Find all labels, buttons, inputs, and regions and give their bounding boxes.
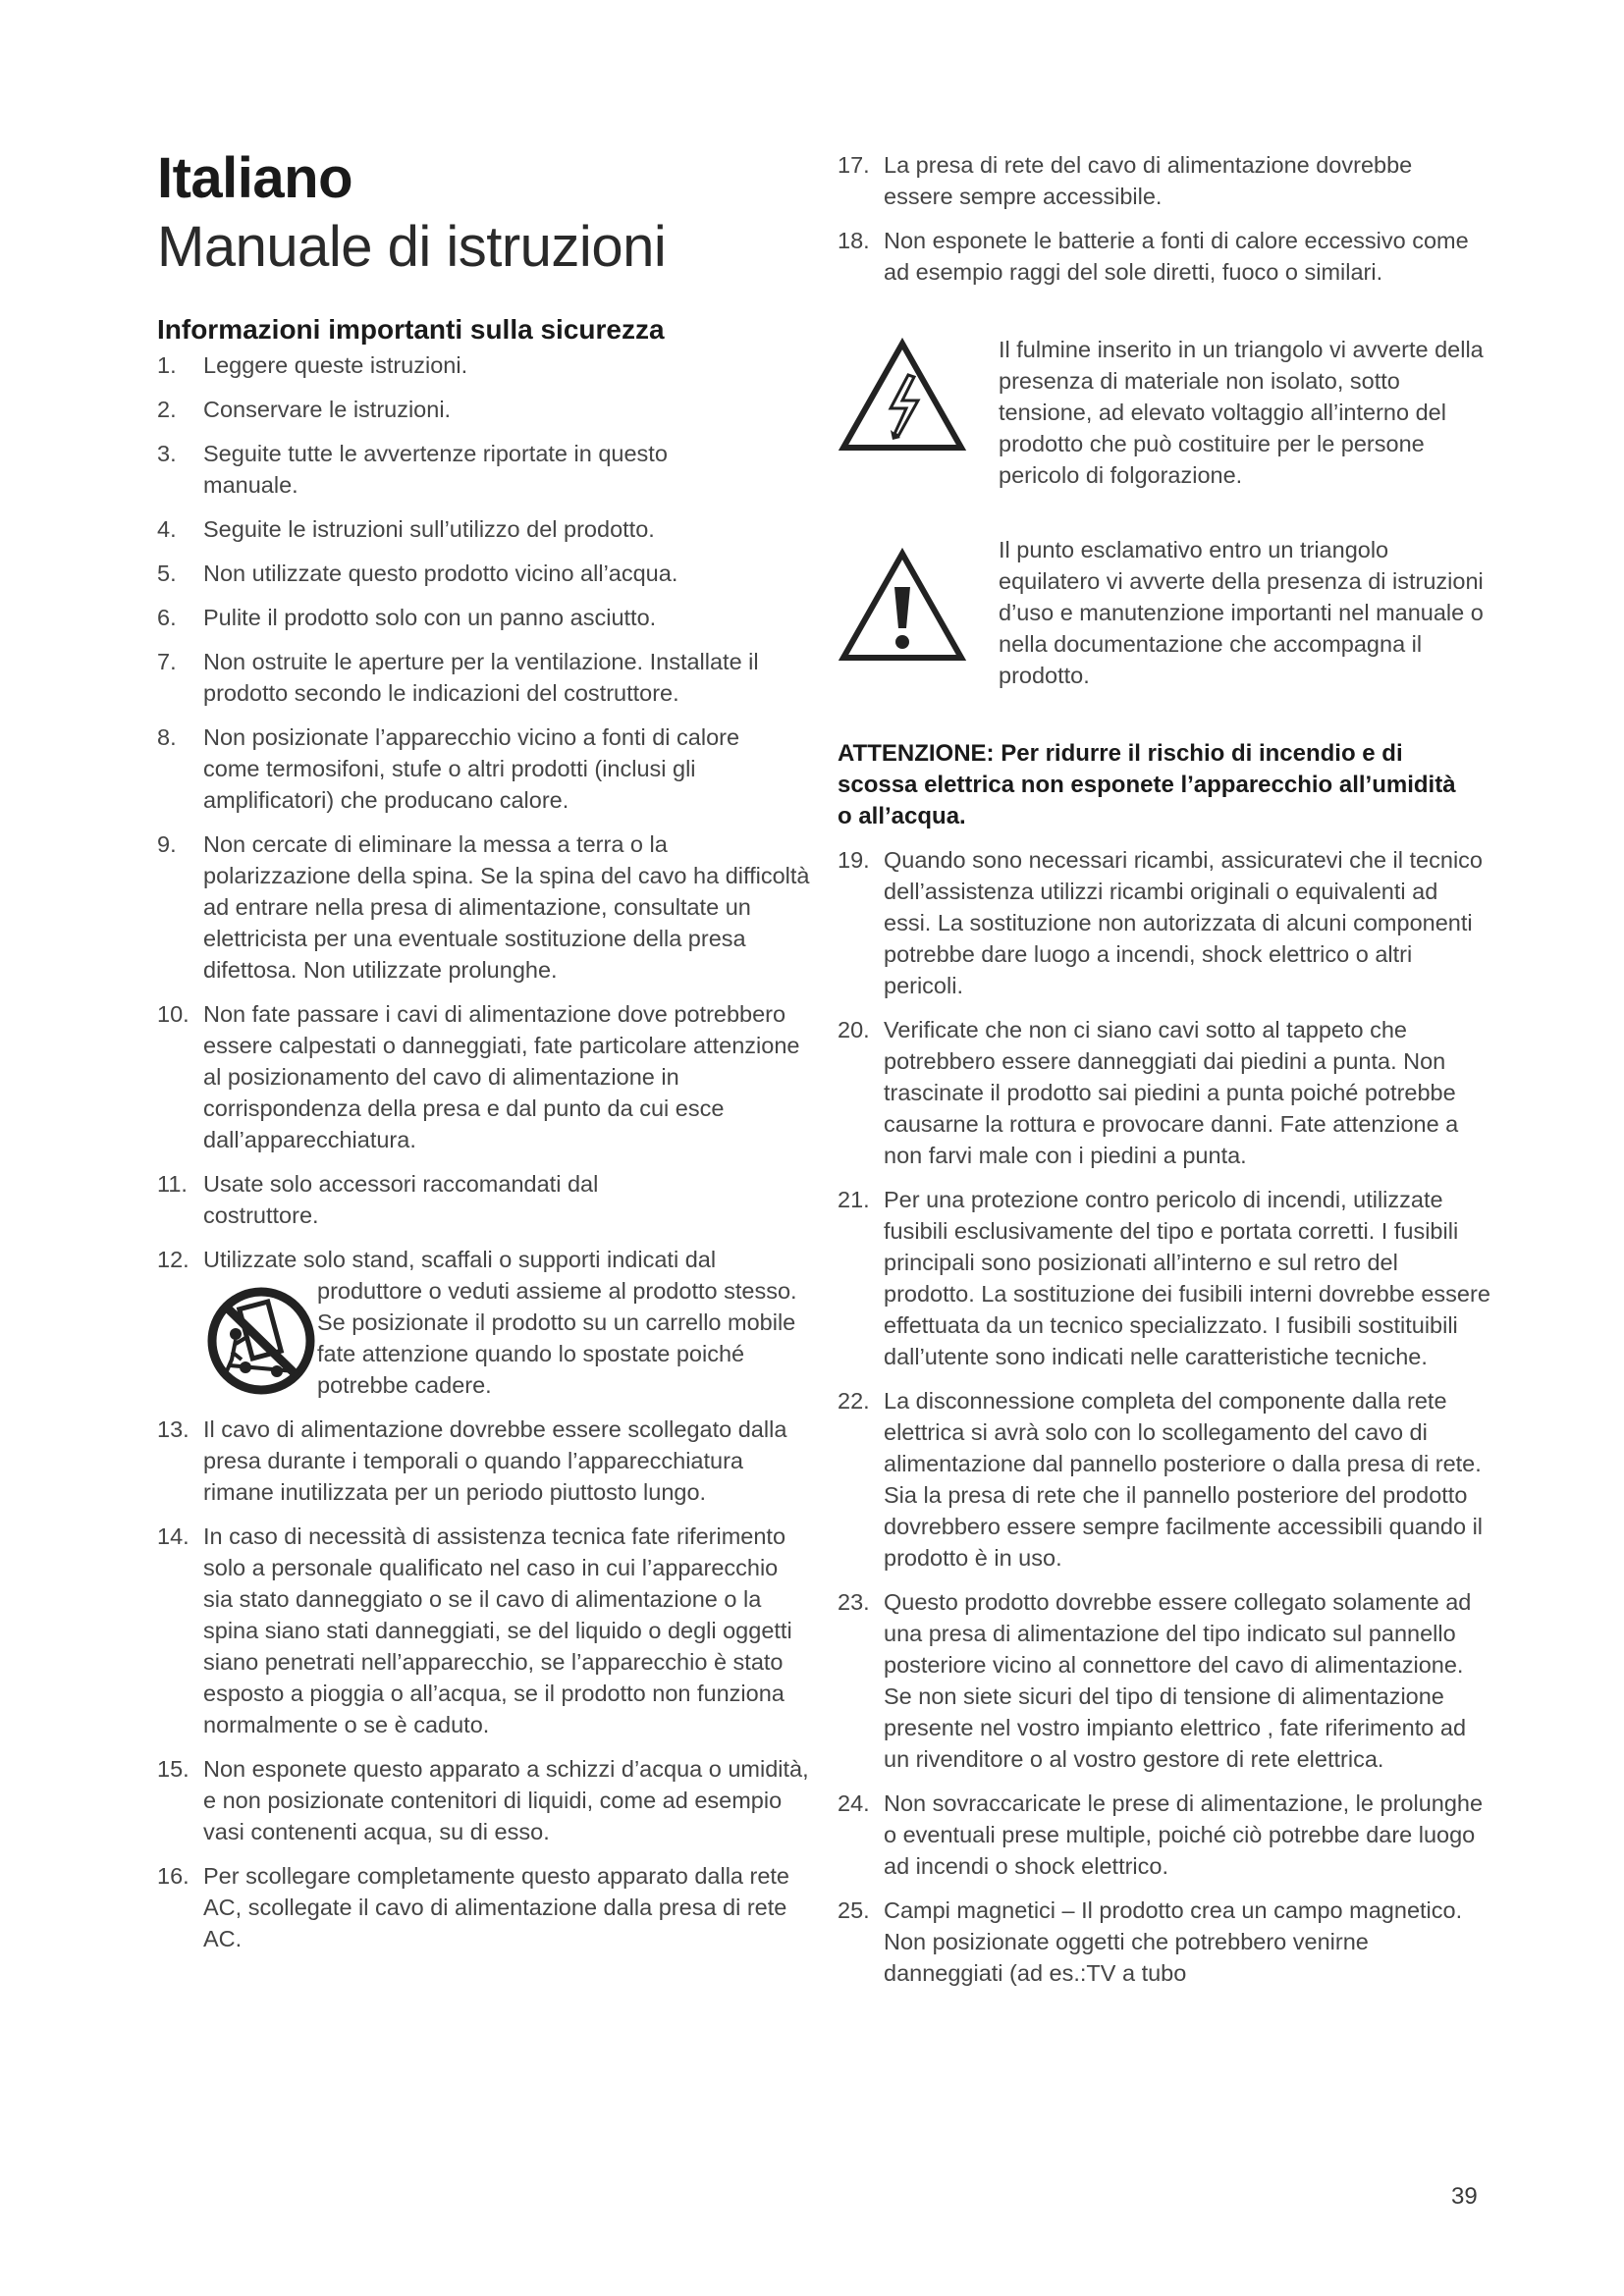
item-text: Questo prodotto dovrebbe essere collegato solamente ad una presa di alimentazione del tipo indicato sul pannello posteriore vicino al connettore del cavo di alimentazione. Se non siete sicuri del tipo di tensione di alimentazione presente nel vostro impianto elettrico , fate riferimento ad un rivenditore o al vostro gestore di rete elettrica. [884,1589,1472,1772]
item-number: 12. [157,1247,189,1272]
item-number: 25. [838,1897,870,1923]
item-text: Non esponete questo apparato a schizzi d’acqua o umidità, e non posizionate contenitori di liquidi, come ad esempio vasi contenenti acqua, su di esso. [203,1756,809,1844]
item-text: La disconnessione completa del componente dalla rete elettrica si avrà solo con lo scollegamento del cavo di alimentazione dal pannello posteriore o dalla presa di rete. Sia la presa di rete che il pannello posteriore del prodotto dovrebbero essere sempre facilmente accessibili quando il prodotto è in uso. [884,1388,1484,1571]
item-number: 22. [838,1388,870,1414]
item-text: Non fate passare i cavi di alimentazione dove potrebbero essere calpestati o danneggiati, fate particolare attenzione al posizionamento del cavo di alimentazione in corrispondenza della presa e dal punto da cui esce dall’apparecchiatura. [203,1001,800,1152]
item-number: 14. [157,1523,189,1549]
item-number: 3. [157,441,177,466]
safety-list-right-top [838,149,1490,300]
item-number: 24. [838,1790,870,1816]
warning-exclamation-text: Il punto esclamativo entro un triangolo equilatero vi avverte della presenza di istruzioni d’uso e manutenzione importanti nel manuale o nella documentazione che accompagna il prodotto. [999,537,1484,688]
page-title: Manuale di istruzioni [157,215,667,279]
list-item [838,1895,1490,1989]
item-number: 19. [838,847,870,873]
item-number: 2. [157,397,177,422]
item-number: 23. [838,1589,870,1615]
item-text: Non sovraccaricate le prese di alimentazione, le prolunghe o eventuali prese multiple, poiché ciò potrebbe dare luogo ad incendi o shock elettrico. [884,1790,1484,1879]
item-text: Per una protezione contro pericolo di incendi, utilizzate fusibili esclusivamente del tipo e portata corretti. I fusibili principali sono posizionati all’interno e sul retro del prodotto. La sostituzione dei fusibili interni dovrebbe essere effettuata da un tecnico specializzato. I fusibili sostituibili dall’utente sono indicati nelle caratteristiche tecniche. [884,1187,1490,1369]
item-text: Non posizionate l’apparecchio vicino a fonti di calore come termosifoni, stufe o altri prodotti (inclusi gli amplificatori) che producano calore. [203,724,740,813]
item-number: 13. [157,1416,189,1442]
list-item [157,721,810,816]
list-item [838,1586,1490,1775]
item-number: 6. [157,605,177,630]
item-text: Pulite il prodotto solo con un panno asciutto. [203,605,657,630]
list-item [157,558,810,589]
safety-list-right-bottom [838,844,1490,2002]
item-text: Conservare le istruzioni. [203,397,452,422]
list-item [157,394,810,425]
item-number: 4. [157,516,177,542]
item-number: 20. [838,1017,870,1042]
item-text: Il cavo di alimentazione dovrebbe essere scollegato dalla presa durante i temporali o quando l’apparecchiatura rimane inutilizzata per un periodo piuttosto lungo. [203,1416,787,1505]
item-number: 7. [157,649,177,674]
list-item [157,1753,810,1847]
item-text: In caso di necessità di assistenza tecnica fate riferimento solo a personale qualificato nel caso in cui l’apparecchio sia stato danneggiato o se il cavo di alimentazione o la spina siano stati danneggiati, se del liquido o degli oggetti siano penetrati nell’apparecchio, se l’apparecchio è stato esposto a pioggia o all’acqua, se il prodotto non funziona normalmente o se è caduto. [203,1523,792,1737]
list-item [157,513,810,545]
item-text: Quando sono necessari ricambi, assicuratevi che il tecnico dell’assistenza utilizzi ricambi originali o equivalenti ad essi. La sostituzione non autorizzata di alcuni componenti potrebbe dare luogo a incendi, shock elettrico o altri pericoli. [884,847,1483,998]
lang-title: Italiano [157,146,353,210]
list-item [838,149,1490,212]
exclamation-triangle-icon [838,548,967,666]
list-item [838,1184,1490,1372]
item-number: 5. [157,561,177,586]
list-item [157,1521,810,1740]
item-text-continued: produttore o veduti assieme al prodotto stesso. Se posizionate il prodotto su un carrello mobile fate attenzione quando lo spostate poiché potrebbe cadere. [317,1278,797,1398]
list-item [838,1014,1490,1171]
list-item [157,646,810,709]
list-item [157,998,810,1155]
section-heading: Informazioni importanti sulla sicurezza [157,314,665,345]
item-text: Non ostruite le aperture per la ventilazione. Installate il prodotto secondo le indicazioni del costruttore. [203,649,759,706]
list-item [157,1244,810,1401]
item-number: 17. [838,152,870,178]
item-text: Non esponete le batterie a fonti di calore eccessivo come ad esempio raggi del sole diretti, fuoco o similari. [884,228,1469,285]
list-item [157,1414,810,1508]
caution-notice: ATTENZIONE: Per ridurre il rischio di incendio e di scossa elettrica non esponete l’apparecchio all’umidità o all’acqua. [838,740,1456,829]
list-item [157,828,810,986]
list-item [838,844,1490,1001]
list-item [838,1788,1490,1882]
lightning-triangle-icon [838,338,967,455]
item-number: 1. [157,352,177,378]
item-number: 11. [157,1171,188,1197]
item-text: Seguite tutte le avvertenze riportate in questo manuale. [203,441,668,498]
item-text: Utilizzate solo stand, scaffali o supporti indicati dal [203,1247,717,1272]
item-text: Leggere queste istruzioni. [203,352,468,378]
item-text: Verificate che non ci siano cavi sotto al tappeto che potrebbero essere danneggiati dai piedini a punta. Non trascinate il prodotto sai piedini a punta poiché potrebbe causarne la rottura e provocare danni. Fate attenzione a non farvi male con i piedini a punta. [884,1017,1459,1168]
item-text: Non utilizzate questo prodotto vicino all’acqua. [203,561,678,586]
item-number: 15. [157,1756,189,1782]
page-number: 39 [1451,2183,1478,2210]
item-text: Usate solo accessori raccomandati dal costruttore. [203,1171,599,1228]
item-text: La presa di rete del cavo di alimentazione dovrebbe essere sempre accessibile. [884,152,1413,209]
list-item [838,1385,1490,1574]
list-item [157,602,810,633]
item-number: 18. [838,228,870,253]
warning-lightning-text: Il fulmine inserito in un triangolo vi avverte della presenza di materiale non isolato, sotto tensione, ad elevato voltaggio all’interno del prodotto che può costituire per le persone pericolo di folgorazione. [999,337,1484,488]
safety-list-left [157,349,810,1967]
item-number: 21. [838,1187,870,1212]
item-text: Campi magnetici – Il prodotto crea un campo magnetico. Non posizionate oggetti che potrebbero venirne danneggiati (ad es.:TV a tubo [884,1897,1463,1986]
item-text: Seguite le istruzioni sull’utilizzo del prodotto. [203,516,655,542]
list-item [838,225,1490,288]
list-item [157,1168,810,1231]
item-number: 8. [157,724,177,750]
list-item [157,1860,810,1954]
item-number: 16. [157,1863,189,1889]
list-item [157,349,810,381]
item-text: Non cercate di eliminare la messa a terra o la polarizzazione della spina. Se la spina del cavo ha difficoltà ad entrare nella presa di alimentazione, consultate un elettricista per una eventuale sostituzione della presa difettosa. Non utilizzate prolunghe. [203,831,810,983]
item-number: 10. [157,1001,189,1027]
list-item [157,438,810,501]
cart-tip-over-warning-icon [206,1283,316,1399]
item-number: 9. [157,831,177,857]
item-text: Per scollegare completamente questo apparato dalla rete AC, scollegate il cavo di alimentazione dalla presa di rete AC. [203,1863,790,1951]
